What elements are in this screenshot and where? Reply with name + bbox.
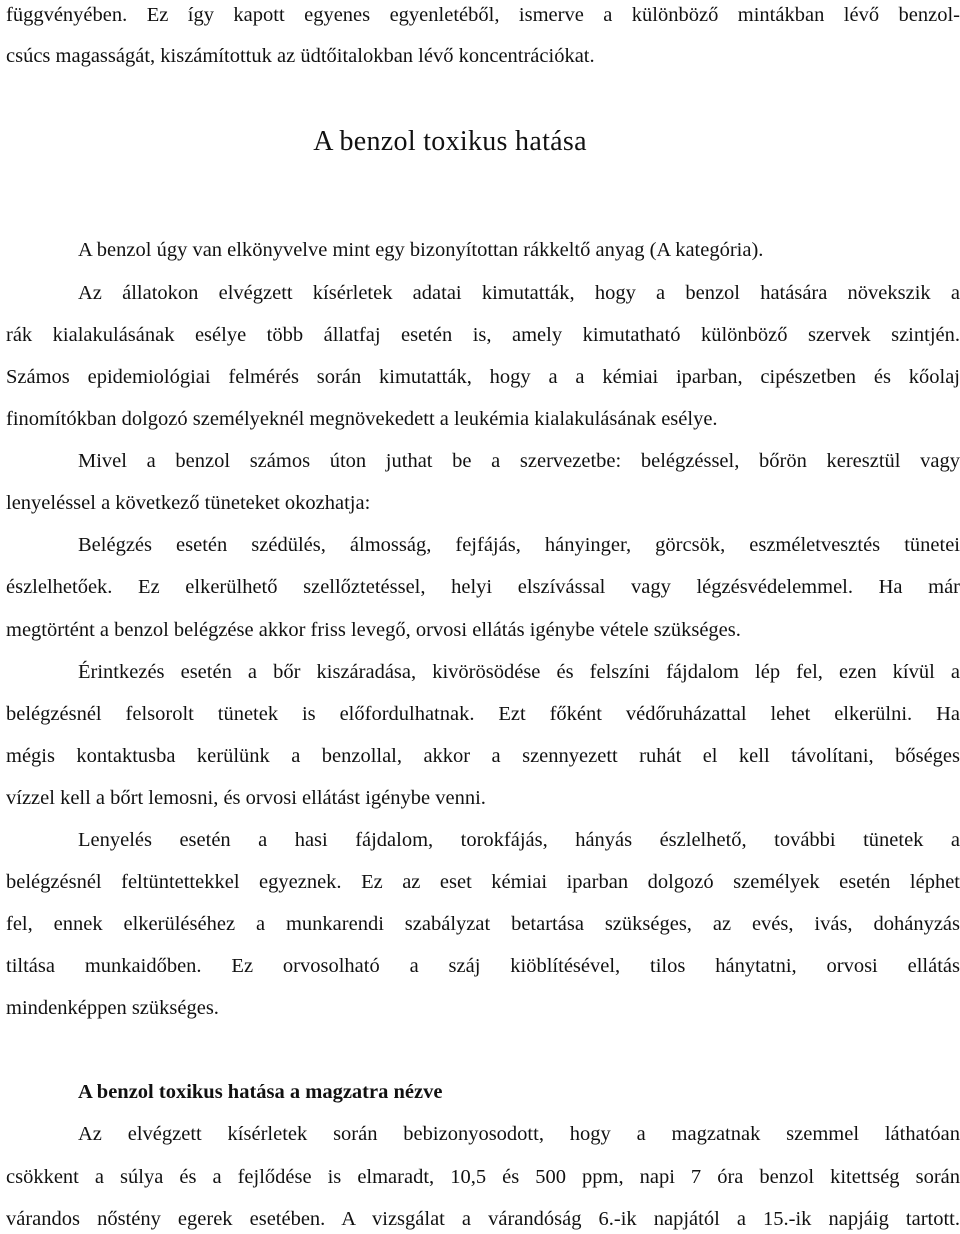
text-line: Lenyelés esetén a hasi fájdalom, torokfájás, hányás észlelhető, további tünetek a xyxy=(78,829,960,851)
text-line: lenyeléssel a következő tüneteket okozhatja: xyxy=(6,492,371,514)
text-line: Az elvégzett kísérletek során bebizonyosodott, hogy a magzatnak szemmel láthatóan xyxy=(78,1123,960,1145)
text-line: Mivel a benzol számos úton juthat be a szervezetbe: belégzéssel, bőrön keresztül vagy xyxy=(78,450,960,472)
text-line: mindenképpen szükséges. xyxy=(6,997,219,1019)
subsection-title: A benzol toxikus hatása a magzatra nézve xyxy=(78,1081,443,1103)
text-line: vízzel kell a bőrt lemosni, és orvosi ellátást igénybe venni. xyxy=(6,787,486,809)
text-line: belégzésnél feltüntettekkel egyeznek. Ez az eset kémiai iparban dolgozó személyek esetén léphet xyxy=(6,871,960,893)
text-line: rák kialakulásának esélye több állatfaj esetén is, amely kimutatható különböző szervek szintjén. xyxy=(6,324,960,346)
section-title: A benzol toxikus hatása xyxy=(313,126,587,157)
text-line: függvényében. Ez így kapott egyenes egyenletéből, ismerve a különböző mintákban lévő benzol- xyxy=(6,4,960,26)
text-line: Belégzés esetén szédülés, álmosság, fejfájás, hányinger, görcsök, eszméletvesztés tünetei xyxy=(78,534,960,556)
text-line: A benzol úgy van elkönyvelve mint egy bizonyítottan rákkeltő anyag (A kategória). xyxy=(78,239,764,261)
text-line: Érintkezés esetén a bőr kiszáradása, kivörösödése és felszíni fájdalom lép fel, ezen kívül a xyxy=(78,661,960,683)
text-line: megtörtént a benzol belégzése akkor friss levegő, orvosi ellátás igénybe vétele szükséges. xyxy=(6,619,741,641)
text-line: finomítókban dolgozó személyeknél megnövekedett a leukémia kialakulásának esélye. xyxy=(6,408,718,430)
text-line: mégis kontaktusba kerülünk a benzollal, akkor a szennyezett ruhát el kell távolítani, bőséges xyxy=(6,745,960,767)
text-line: fel, ennek elkerüléséhez a munkarendi szabályzat betartása szükséges, az evés, ivás, dohányzás xyxy=(6,913,960,935)
text-line: várandos nőstény egerek esetében. A vizsgálat a várandóság 6.-ik napjától a 15.-ik napjáig tartott. xyxy=(6,1208,960,1230)
text-line: csökkent a súlya és a fejlődése is elmaradt, 10,5 és 500 ppm, napi 7 óra benzol kitettség során xyxy=(6,1166,960,1188)
text-line: Számos epidemiológiai felmérés során kimutatták, hogy a a kémiai iparban, cipészetben és kőolaj xyxy=(6,366,960,388)
text-line: belégzésnél felsorolt tünetek is előfordulhatnak. Ezt főként védőruházattal lehet elkerülni. Ha xyxy=(6,703,960,725)
text-line: Az állatokon elvégzett kísérletek adatai kimutatták, hogy a benzol hatására növekszik a xyxy=(78,282,960,304)
text-line: észlelhetőek. Ez elkerülhető szellőztetéssel, helyi elszívással vagy légzésvédelemmel. Ha már xyxy=(6,576,960,598)
text-line: csúcs magasságát, kiszámítottuk az üdtőitalokban lévő koncentrációkat. xyxy=(6,45,595,67)
text-line: tiltása munkaidőben. Ez orvosolható a száj kiöblítésével, tilos hánytatni, orvosi ellátás xyxy=(6,955,960,977)
